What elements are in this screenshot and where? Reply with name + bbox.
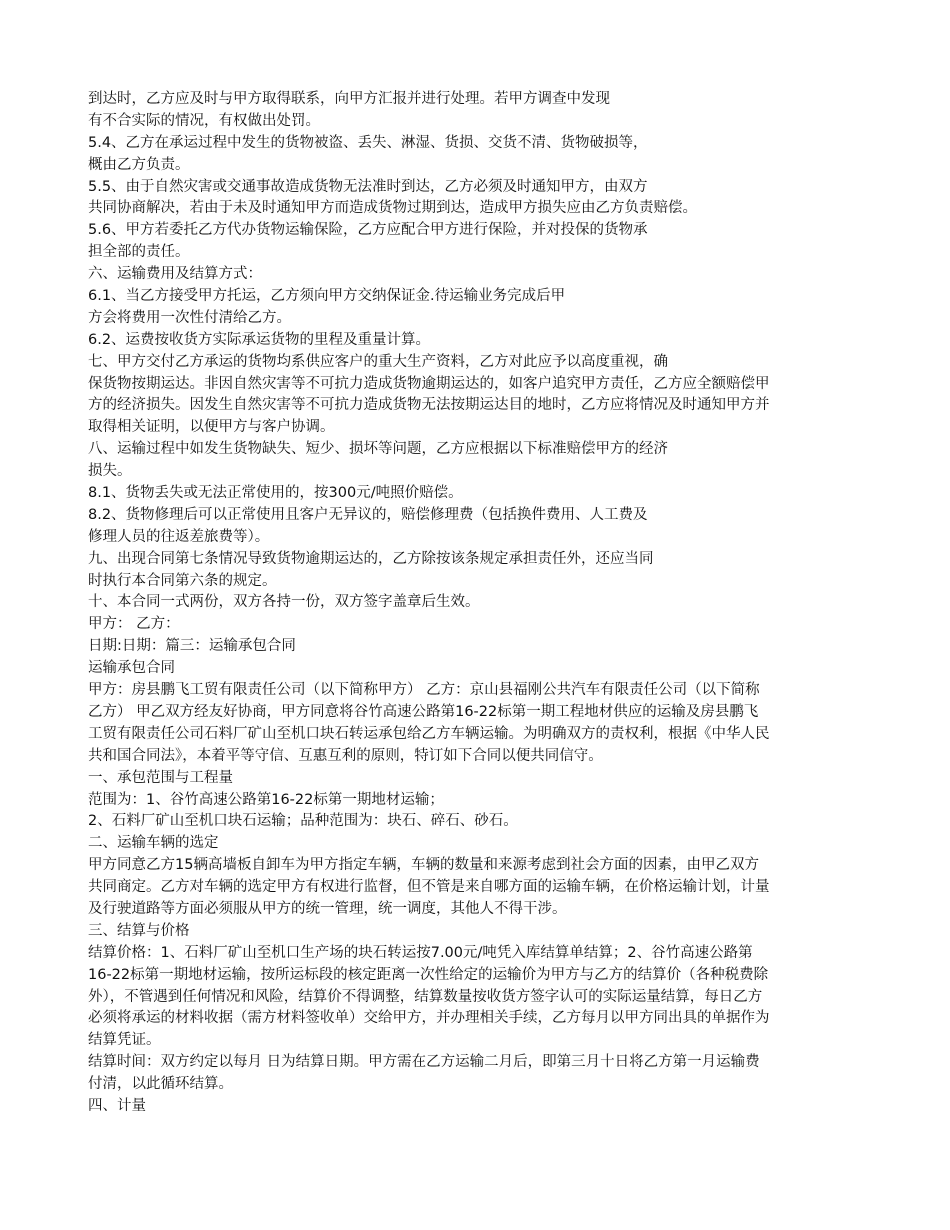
text-line: 方会将费用一次性付清给乙方。 [88,309,291,326]
text-line: 5.5、由于自然灾害或交通事故造成货物无法准时到达，乙方必须及时通知甲方，由双方 [88,178,648,195]
section-heading: 二、运输车辆的选定 [88,835,219,852]
contract-title: 运输承包合同 [88,660,175,677]
text-line: 乙方） 甲乙双方经友好协商，甲方同意将谷竹高速公路第16-22标第一期工程地材供应的运输及房县鹏飞 [88,703,759,720]
signature-line: 甲方： 乙方： [88,616,180,633]
text-line: 修理人员的往返差旅费等）。 [88,528,270,545]
section-heading: 三、结算与价格 [88,922,190,939]
text-line: 5.4、乙方在承运过程中发生的货物被盗、丢失、淋湿、货损、交货不清、货物破损等， [88,134,648,151]
text-line: 担全部的责任。 [88,244,190,261]
section-heading: 四、计量 [88,1097,146,1114]
text-line: 取得相关证明，以便甲方与客户协调。 [88,419,335,436]
text-line: 七、甲方交付乙方承运的货物均系供应客户的重大生产资料，乙方对此应予以高度重视，确 [88,353,668,370]
text-line: 有不合实际的情况，有权做出处罚。 [88,112,320,129]
section-heading: 六、运输费用及结算方式： [88,266,262,283]
date-line: 日期:日期：篇三：运输承包合同 [88,638,296,655]
text-line: 到达时，乙方应及时与甲方取得联系，向甲方汇报并进行处理。若甲方调查中发现 [88,91,610,107]
text-line: 范围为：1、谷竹高速公路第16-22标第一期地材运输； [88,791,444,808]
text-line: 共同协商解决，若由于未及时通知甲方而造成货物过期到达，造成甲方损失应由乙方负责赔偿。 [88,200,697,217]
text-line: 时执行本合同第六条的规定。 [88,572,277,589]
text-line: 8.2、货物修理后可以正常使用且客户无异议的，赔偿修理费（包括换件费用、人工费及 [88,506,648,523]
text-line: 16-22标第一期地材运输，按所运标段的核定距离一次性给定的运输价为甲方与乙方的结算价（各种税费除 [88,966,769,983]
section-heading: 一、承包范围与工程量 [88,769,233,786]
document-page [88,89,863,1118]
text-line: 付清，以此循环结算。 [88,1076,233,1093]
text-line: 结算价格：1、石料厂矿山至机口生产场的块石转运按7.00元/吨凭入库结算单结算；2、谷竹高速公路第 [88,944,753,961]
text-line: 共同商定。乙方对车辆的选定甲方有权进行监督，但不管是来自哪方面的运输车辆，在价格运输计划，计量 [88,879,770,896]
text-line: 2、石料厂矿山至机口块石运输；品种范围为：块石、碎石、砂石。 [88,813,518,830]
text-line: 甲方：房县鹏飞工贸有限责任公司（以下简称甲方） 乙方：京山县福刚公共汽车有限责任公司（以下简称 [88,682,760,699]
text-line: 必须将承运的材料收据（需方材料签收单）交给甲方，并办理相关手续，乙方每月以甲方同出具的单据作为 [88,1010,770,1027]
text-line: 及行驶道路等方面必须服从甲方的统一管理，统一调度，其他人不得干涉。 [88,900,567,917]
text-line: 工贸有限责任公司石料厂矿山至机口块石转运承包给乙方车辆运输。为明确双方的责权利，根据《中华人民 [88,725,770,742]
text-line: 共和国合同法》，本着平等守信、互惠互利的原则，特订如下合同以便共同信守。 [88,747,603,764]
text-line: 概由乙方负责。 [88,156,190,173]
text-line: 结算时间：双方约定以每月 日为结算日期。甲方需在乙方运输二月后，即第三月十日将乙方第一月运输费 [88,1054,760,1071]
text-line: 八、运输过程中如发生货物缺失、短少、损坏等问题，乙方应根据以下标准赔偿甲方的经济 [88,441,668,458]
text-line: 方的经济损失。因发生自然灾害等不可抗力造成货物无法按期运达目的地时，乙方应将情况及时通知甲方并 [88,397,770,414]
text-line: 8.1、货物丢失或无法正常使用的，按300元/吨照价赔偿。 [88,485,463,502]
text-line: 6.2、运费按收货方实际承运货物的里程及重量计算。 [88,331,431,348]
text-line: 5.6、甲方若委托乙方代办货物运输保险，乙方应配合甲方进行保险，并对投保的货物承 [88,222,648,239]
text-line: 十、本合同一式两份，双方各持一份，双方签字盖章后生效。 [88,594,480,611]
text-line: 甲方同意乙方15辆高墙板自卸车为甲方指定车辆，车辆的数量和来源考虑到社会方面的因素，由甲乙双方 [88,857,759,874]
text-line: 九、出现合同第七条情况导致货物逾期运达的，乙方除按该条规定承担责任外，还应当同 [88,550,654,567]
text-line: 保货物按期运达。非因自然灾害等不可抗力造成货物逾期运达的，如客户追究甲方责任，乙方应全额赔偿甲 [88,375,770,392]
text-line: 结算凭证。 [88,1032,161,1049]
text-line: 外），不管遇到任何情况和风险，结算价不得调整，结算数量按收货方签字认可的实际运量结算，每日乙方 [88,988,763,1005]
text-line: 损失。 [88,463,132,480]
text-line: 6.1、当乙方接受甲方托运，乙方须向甲方交纳保证金.待运输业务完成后甲 [88,288,566,305]
